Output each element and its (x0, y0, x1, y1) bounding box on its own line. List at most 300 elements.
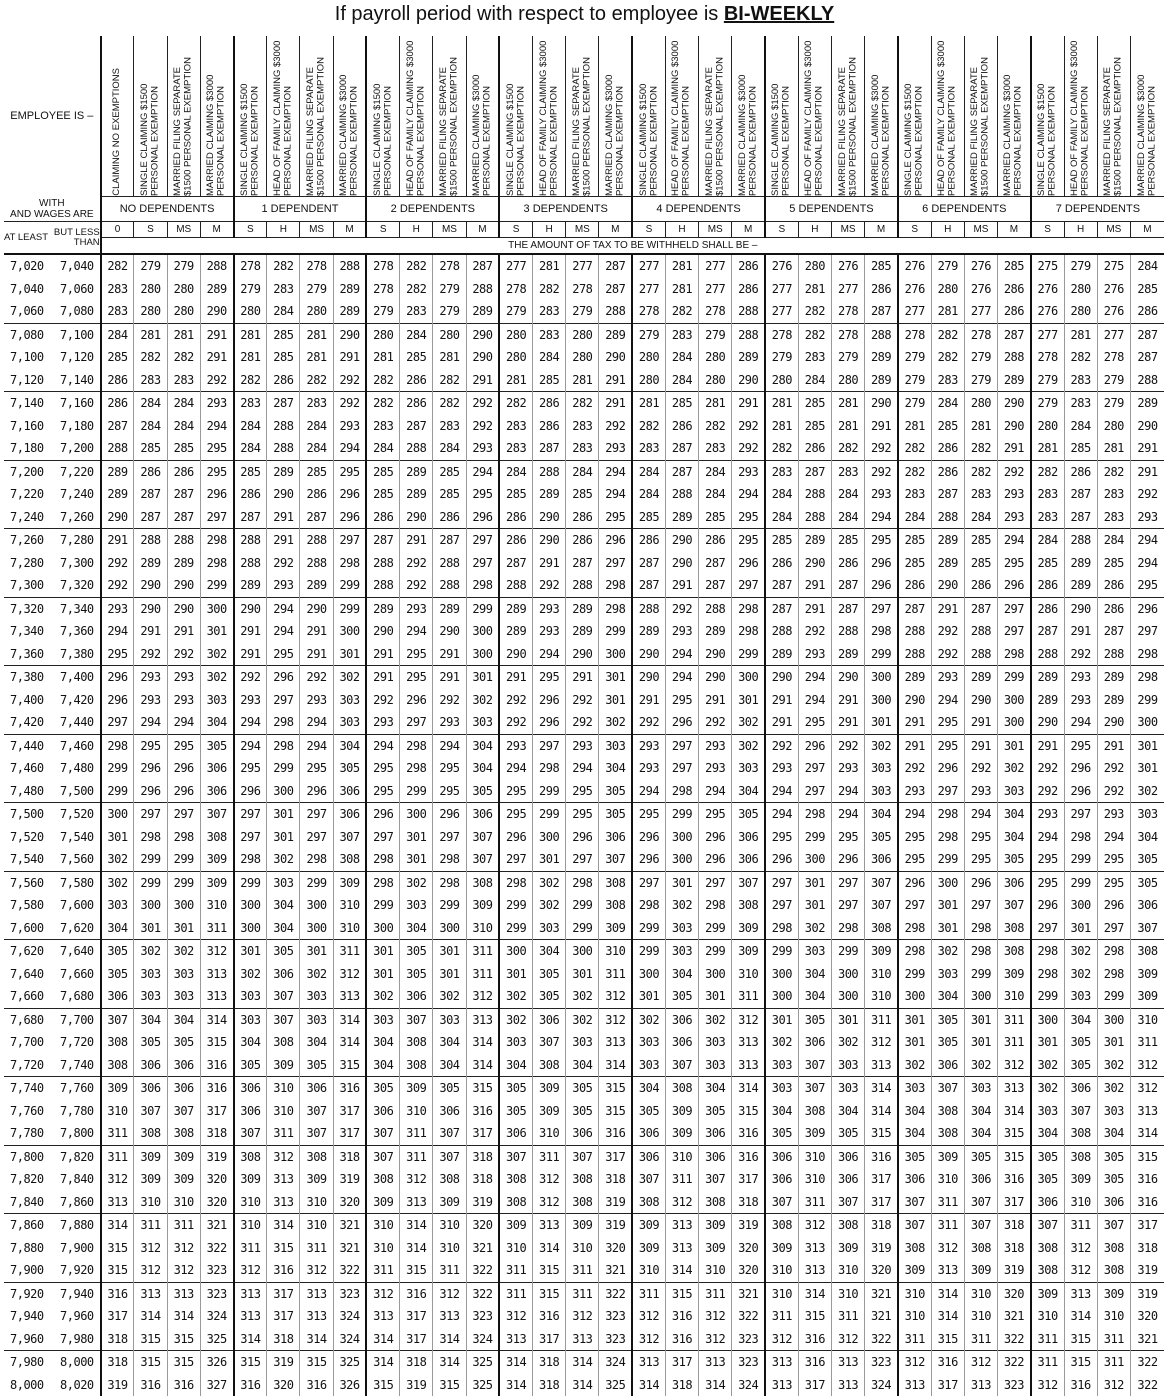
tax-amount: 316 (732, 1145, 765, 1168)
wage-at-least: 7,640 (10, 966, 44, 981)
tax-amount: 310 (1097, 1305, 1130, 1328)
tax-amount: 291 (200, 346, 233, 369)
tax-amount: 290 (665, 529, 698, 552)
tax-amount: 312 (1064, 1259, 1097, 1282)
tax-amount: 290 (566, 643, 599, 666)
tax-amount: 291 (665, 574, 698, 597)
tax-amount: 320 (333, 1191, 366, 1214)
tax-amount: 304 (931, 985, 964, 1008)
tax-amount: 294 (234, 734, 267, 757)
tax-amount: 297 (665, 734, 698, 757)
tax-amount: 310 (333, 894, 366, 917)
tax-amount: 308 (400, 1031, 433, 1054)
wage-at-least: 7,220 (10, 487, 44, 502)
tax-amount: 315 (931, 1328, 964, 1351)
tax-amount: 309 (599, 917, 632, 940)
tax-amount: 305 (1064, 1054, 1097, 1077)
tax-amount: 289 (200, 278, 233, 301)
tax-amount: 315 (533, 1282, 566, 1305)
tax-amount: 308 (732, 894, 765, 917)
tax-amount: 299 (865, 643, 898, 666)
tax-amount: 310 (599, 940, 632, 963)
wage-at-least: 7,880 (10, 1240, 44, 1255)
tax-amount: 304 (898, 1122, 931, 1145)
tax-amount: 306 (533, 1008, 566, 1031)
tax-amount: 309 (632, 1214, 665, 1237)
table-row (4, 1214, 1164, 1237)
tax-amount: 295 (1097, 871, 1130, 894)
tax-amount: 292 (931, 643, 964, 666)
tax-amount: 289 (865, 369, 898, 392)
status-code: S (234, 222, 267, 238)
tax-amount: 310 (134, 1191, 167, 1214)
tax-amount: 287 (699, 574, 732, 597)
tax-amount: 312 (300, 1259, 333, 1282)
tax-amount: 300 (300, 917, 333, 940)
column-header-text: MARRIED FILING SEPARATE $1500 PERSONAL EXEMPTION (969, 56, 991, 196)
tax-amount: 311 (167, 1214, 200, 1237)
tax-amount: 313 (234, 1282, 267, 1305)
tax-amount: 308 (1031, 1259, 1064, 1282)
tax-amount: 306 (200, 757, 233, 780)
tax-amount: 281 (1031, 437, 1064, 460)
tax-amount: 300 (732, 666, 765, 689)
tax-amount: 316 (665, 1328, 698, 1351)
tax-amount: 296 (533, 689, 566, 712)
tax-amount: 288 (167, 529, 200, 552)
tax-amount: 283 (1031, 483, 1064, 506)
tax-amount: 288 (466, 278, 499, 301)
tax-amount: 307 (798, 1077, 831, 1100)
tax-amount: 323 (732, 1328, 765, 1351)
tax-amount: 310 (300, 1191, 333, 1214)
tax-amount: 295 (101, 643, 134, 666)
tax-amount: 292 (964, 757, 997, 780)
wage-but-less-than: 7,280 (50, 529, 100, 552)
tax-amount: 310 (499, 1237, 532, 1260)
table-row (4, 757, 1164, 780)
tax-amount: 290 (998, 415, 1031, 438)
tax-amount: 294 (732, 483, 765, 506)
tax-amount: 315 (665, 1282, 698, 1305)
tax-amount: 287 (167, 483, 200, 506)
tax-amount: 303 (865, 757, 898, 780)
table-row (4, 1008, 1164, 1031)
tax-amount: 310 (898, 1282, 931, 1305)
tax-amount: 292 (101, 574, 134, 597)
tax-amount: 298 (566, 871, 599, 894)
tax-amount: 289 (798, 529, 831, 552)
table-row (4, 1259, 1164, 1282)
table-row (4, 392, 1164, 415)
tax-amount: 312 (566, 1305, 599, 1328)
page-title (0, 0, 1169, 28)
tax-amount: 318 (101, 1328, 134, 1351)
tax-amount: 287 (665, 460, 698, 483)
tax-amount: 297 (865, 597, 898, 620)
tax-amount: 315 (167, 1351, 200, 1374)
tax-amount: 280 (699, 346, 732, 369)
tax-amount: 300 (599, 643, 632, 666)
tax-amount: 311 (898, 1328, 931, 1351)
tax-amount: 284 (798, 369, 831, 392)
tax-amount: 311 (931, 1214, 964, 1237)
tax-amount: 275 (1097, 254, 1130, 278)
tax-amount: 306 (865, 848, 898, 871)
tax-amount: 298 (931, 803, 964, 826)
title-prefix: If payroll period with respect to employee is (334, 3, 724, 25)
tax-amount: 292 (1031, 780, 1064, 803)
wage-at-least: 7,120 (10, 372, 44, 387)
tax-amount: 303 (101, 894, 134, 917)
tax-amount: 297 (1064, 803, 1097, 826)
tax-amount: 282 (499, 392, 532, 415)
tax-amount: 319 (101, 1374, 134, 1397)
table-row (4, 848, 1164, 871)
tax-amount: 284 (665, 346, 698, 369)
tax-amount: 300 (234, 894, 267, 917)
tax-amount: 294 (765, 803, 798, 826)
tax-amount: 286 (798, 437, 831, 460)
tax-amount: 304 (433, 1054, 466, 1077)
tax-amount: 297 (632, 871, 665, 894)
wage-at-least: 7,600 (10, 920, 44, 935)
tax-amount: 277 (499, 254, 532, 278)
tax-amount: 291 (964, 711, 997, 734)
table-row (4, 917, 1164, 940)
tax-amount: 305 (433, 1077, 466, 1100)
tax-amount: 286 (499, 529, 532, 552)
tax-amount: 294 (599, 483, 632, 506)
table-row (4, 1077, 1164, 1100)
status-code: MS (699, 222, 732, 238)
tax-amount: 300 (1064, 894, 1097, 917)
tax-amount: 306 (200, 780, 233, 803)
tax-amount: 296 (964, 871, 997, 894)
tax-amount: 294 (1130, 529, 1164, 552)
tax-amount: 319 (865, 1237, 898, 1260)
tax-amount: 304 (466, 757, 499, 780)
tax-amount: 293 (300, 689, 333, 712)
tax-amount: 309 (566, 1214, 599, 1237)
tax-amount: 294 (798, 689, 831, 712)
tax-amount: 306 (267, 963, 300, 986)
tax-amount: 319 (267, 1351, 300, 1374)
tax-amount: 312 (898, 1351, 931, 1374)
tax-amount: 315 (366, 1374, 399, 1397)
tax-amount: 302 (1097, 1077, 1130, 1100)
status-code: M (599, 222, 632, 238)
tax-amount: 281 (898, 415, 931, 438)
tax-amount: 310 (300, 1214, 333, 1237)
tax-amount: 291 (964, 734, 997, 757)
tax-amount: 287 (831, 574, 864, 597)
dependents-group-label: NO DEPENDENTS (101, 197, 234, 222)
tax-amount: 301 (234, 940, 267, 963)
tax-amount: 304 (865, 803, 898, 826)
tax-amount: 315 (200, 1031, 233, 1054)
tax-amount: 309 (234, 1168, 267, 1191)
tax-amount: 308 (998, 940, 1031, 963)
tax-amount: 301 (798, 894, 831, 917)
tax-amount: 302 (632, 1008, 665, 1031)
tax-amount: 282 (831, 437, 864, 460)
tax-amount: 299 (1031, 985, 1064, 1008)
tax-amount: 292 (466, 392, 499, 415)
tax-amount: 316 (466, 1100, 499, 1123)
tax-amount: 281 (632, 392, 665, 415)
tax-amount: 295 (699, 803, 732, 826)
tax-amount: 293 (400, 597, 433, 620)
tax-amount: 313 (499, 1328, 532, 1351)
tax-amount: 306 (234, 1100, 267, 1123)
tax-amount: 304 (964, 1100, 997, 1123)
status-code: M (865, 222, 898, 238)
tax-amount: 294 (1097, 826, 1130, 849)
tax-amount: 291 (400, 529, 433, 552)
tax-amount: 311 (765, 1305, 798, 1328)
tax-amount: 299 (1064, 848, 1097, 871)
tax-amount: 291 (632, 689, 665, 712)
tax-amount: 275 (1031, 254, 1064, 278)
tax-amount: 288 (200, 254, 233, 278)
tax-amount: 301 (665, 871, 698, 894)
tax-amount: 322 (865, 1328, 898, 1351)
tax-amount: 302 (101, 871, 134, 894)
tax-amount: 308 (333, 848, 366, 871)
tax-amount: 321 (865, 1282, 898, 1305)
tax-amount: 293 (200, 392, 233, 415)
tax-amount: 288 (1097, 643, 1130, 666)
wage-but-less-than: 7,840 (60, 1172, 94, 1187)
tax-amount: 292 (765, 734, 798, 757)
tax-amount: 315 (1064, 1351, 1097, 1374)
tax-amount: 313 (798, 1237, 831, 1260)
tax-amount: 280 (499, 323, 532, 346)
tax-amount: 304 (167, 1008, 200, 1031)
tax-amount: 305 (499, 1077, 532, 1100)
tax-amount: 292 (931, 620, 964, 643)
status-code: 0 (101, 222, 134, 238)
wage-but-less-than: 7,780 (60, 1103, 94, 1118)
tax-amount: 287 (267, 392, 300, 415)
tax-amount: 296 (300, 780, 333, 803)
tax-amount: 301 (200, 620, 233, 643)
tax-amount: 309 (433, 1191, 466, 1214)
tax-amount: 285 (998, 254, 1031, 278)
tax-amount: 310 (831, 1259, 864, 1282)
tax-amount: 308 (366, 1168, 399, 1191)
tax-amount: 297 (1031, 917, 1064, 940)
tax-amount: 287 (765, 597, 798, 620)
tax-amount: 281 (798, 278, 831, 301)
tax-amount: 315 (167, 1328, 200, 1351)
wage-at-least: 7,480 (10, 783, 44, 798)
table-row (4, 415, 1164, 438)
tax-amount: 305 (831, 1122, 864, 1145)
tax-amount: 284 (167, 415, 200, 438)
tax-amount: 295 (931, 734, 964, 757)
tax-amount: 298 (400, 757, 433, 780)
tax-amount: 302 (1064, 963, 1097, 986)
tax-amount: 301 (366, 940, 399, 963)
tax-amount: 298 (1031, 940, 1064, 963)
tax-amount: 300 (400, 803, 433, 826)
tax-amount: 293 (632, 757, 665, 780)
tax-amount: 291 (1130, 437, 1164, 460)
tax-amount: 314 (865, 1100, 898, 1123)
tax-amount: 292 (599, 415, 632, 438)
wage-at-least: 7,080 (4, 323, 50, 346)
tax-amount: 296 (831, 848, 864, 871)
tax-amount: 292 (1064, 643, 1097, 666)
tax-amount: 314 (732, 1077, 765, 1100)
tax-amount: 312 (533, 1191, 566, 1214)
tax-amount: 291 (267, 529, 300, 552)
tax-amount: 308 (599, 871, 632, 894)
tax-amount: 294 (931, 689, 964, 712)
tax-amount: 297 (599, 552, 632, 575)
tax-amount: 290 (333, 323, 366, 346)
tax-amount: 290 (234, 597, 267, 620)
tax-amount: 318 (200, 1122, 233, 1145)
tax-amount: 315 (333, 1054, 366, 1077)
tax-amount: 303 (433, 1008, 466, 1031)
tax-amount: 293 (599, 437, 632, 460)
tax-amount: 288 (732, 300, 765, 323)
tax-amount: 312 (134, 1237, 167, 1260)
tax-amount: 291 (765, 689, 798, 712)
tax-amount: 312 (632, 1328, 665, 1351)
tax-amount: 297 (433, 826, 466, 849)
tax-amount: 307 (366, 1145, 399, 1168)
tax-amount: 283 (765, 460, 798, 483)
tax-amount: 315 (998, 1122, 1031, 1145)
tax-amount: 316 (300, 1374, 333, 1397)
tax-amount: 314 (101, 1214, 134, 1237)
tax-amount: 295 (898, 848, 931, 871)
table-row (4, 940, 1164, 963)
tax-amount: 287 (1064, 506, 1097, 529)
tax-amount: 298 (599, 574, 632, 597)
tax-amount: 304 (898, 1100, 931, 1123)
tax-amount: 303 (167, 963, 200, 986)
tax-amount: 293 (632, 734, 665, 757)
tax-amount: 294 (267, 597, 300, 620)
tax-amount: 285 (499, 483, 532, 506)
tax-amount: 307 (433, 1122, 466, 1145)
tax-amount: 290 (898, 689, 931, 712)
status-code: MS (1097, 222, 1130, 238)
table-row (4, 803, 1164, 826)
tax-amount: 302 (234, 963, 267, 986)
tax-amount: 305 (234, 1054, 267, 1077)
tax-amount: 303 (998, 780, 1031, 803)
tax-amount: 324 (466, 1328, 499, 1351)
tax-amount: 284 (1064, 415, 1097, 438)
tax-amount: 293 (366, 711, 399, 734)
tax-amount: 284 (931, 392, 964, 415)
tax-amount: 288 (865, 323, 898, 346)
tax-amount: 289 (998, 369, 1031, 392)
tax-amount: 309 (267, 1054, 300, 1077)
tax-amount: 307 (333, 826, 366, 849)
tax-amount: 310 (466, 917, 499, 940)
tax-amount: 282 (101, 254, 134, 278)
tax-amount: 308 (167, 1122, 200, 1145)
tax-amount: 298 (1064, 826, 1097, 849)
tax-amount: 280 (134, 278, 167, 301)
tax-amount: 321 (466, 1237, 499, 1260)
tax-amount: 317 (333, 1100, 366, 1123)
tax-amount: 286 (134, 460, 167, 483)
tax-amount: 315 (134, 1328, 167, 1351)
tax-amount: 286 (366, 506, 399, 529)
tax-amount: 286 (665, 415, 698, 438)
tax-amount: 283 (366, 415, 399, 438)
tax-amount: 316 (798, 1328, 831, 1351)
tax-amount: 288 (267, 415, 300, 438)
tax-amount: 321 (998, 1305, 1031, 1328)
tax-amount: 299 (466, 597, 499, 620)
tax-amount: 295 (765, 826, 798, 849)
tax-amount: 285 (433, 460, 466, 483)
tax-amount: 311 (632, 1282, 665, 1305)
tax-amount: 300 (300, 894, 333, 917)
tax-amount: 301 (1064, 917, 1097, 940)
tax-amount: 296 (167, 757, 200, 780)
tax-amount: 307 (1031, 1214, 1064, 1237)
tax-amount: 282 (964, 437, 997, 460)
tax-amount: 288 (898, 620, 931, 643)
tax-amount: 313 (931, 1259, 964, 1282)
dependents-group-label: 7 DEPENDENTS (1031, 197, 1164, 222)
tax-amount: 320 (267, 1374, 300, 1397)
tax-amount: 284 (765, 506, 798, 529)
column-header-text: SINGLE CLAIMING $1500 PERSONAL EXEMPTION (138, 83, 161, 196)
tax-amount: 295 (1031, 848, 1064, 871)
tax-amount: 289 (333, 278, 366, 301)
tax-amount: 317 (101, 1305, 134, 1328)
tax-amount: 312 (267, 1145, 300, 1168)
tax-amount: 291 (366, 666, 399, 689)
column-header-text: SINGLE CLAIMING $1500 PERSONAL EXEMPTION (504, 83, 527, 196)
tax-amount: 299 (732, 643, 765, 666)
tax-amount: 309 (333, 871, 366, 894)
tax-amount: 285 (234, 460, 267, 483)
tax-amount: 291 (234, 620, 267, 643)
tax-amount: 291 (599, 392, 632, 415)
tax-amount: 291 (134, 620, 167, 643)
tax-amount: 295 (300, 757, 333, 780)
tax-amount: 304 (400, 917, 433, 940)
tax-amount: 309 (898, 1259, 931, 1282)
column-header (167, 36, 200, 197)
tax-amount: 318 (665, 1374, 698, 1397)
tax-amount: 289 (898, 666, 931, 689)
wage-at-least: 7,020 (4, 254, 50, 278)
tax-amount: 300 (1031, 1008, 1064, 1031)
tax-amount: 299 (499, 917, 532, 940)
tax-amount: 313 (699, 1351, 732, 1374)
tax-amount: 301 (466, 666, 499, 689)
tax-amount: 289 (1031, 689, 1064, 712)
tax-amount: 313 (101, 1191, 134, 1214)
wage-but-less-than: 7,960 (60, 1309, 94, 1324)
wage-at-least: 7,660 (10, 989, 44, 1004)
tax-amount: 309 (665, 1100, 698, 1123)
tax-amount: 282 (798, 323, 831, 346)
